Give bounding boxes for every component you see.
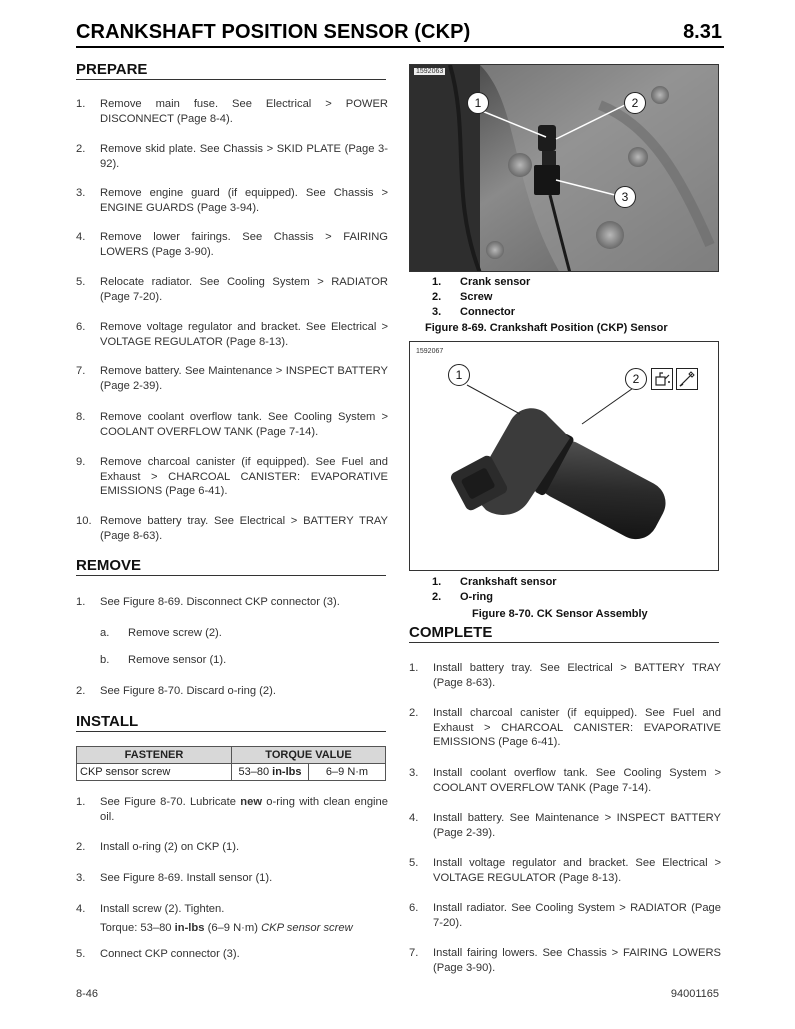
callout-leader-lines: [410, 65, 719, 272]
substep-letter: b.: [100, 654, 110, 666]
step-text: Remove charcoal canister (if equipped). See Fuel and Exhaust > CHARCOAL CANISTER: EVAPORATIVE EMISSIONS (Page 6-41).: [100, 456, 388, 497]
step-number: 6.: [76, 321, 86, 333]
legend-number: 1.: [432, 276, 442, 288]
torque-text-part: Torque: 53–80: [100, 922, 175, 934]
step-number: 5.: [76, 948, 86, 960]
step-number: 2.: [409, 707, 419, 719]
complete-heading-text: COMPLETE: [409, 624, 493, 641]
torque-inlbs-value: 53–80: [238, 766, 273, 778]
step-number: 4.: [76, 231, 86, 243]
step-text: Remove coolant overflow tank. See Cooling System > COOLANT OVERFLOW TANK (Page 7-14).: [100, 411, 388, 438]
figure-id: 1592067: [416, 348, 444, 355]
step-text: Install battery. See Maintenance > INSPECT BATTERY (Page 2-39).: [433, 812, 721, 839]
legend-number: 2.: [432, 591, 442, 603]
step-number: 9.: [76, 456, 86, 468]
step-number: 4.: [76, 903, 86, 915]
callout-2: 2: [625, 368, 647, 390]
install-heading: [76, 713, 386, 732]
step-text: Relocate radiator. See Cooling System > RADIATOR (Page 7-20).: [100, 276, 388, 303]
legend-number: 3.: [432, 306, 442, 318]
figure-8-70-caption: Figure 8-70. CK Sensor Assembly: [472, 608, 648, 620]
step-text: Remove main fuse. See Electrical > POWER DISCONNECT (Page 8-4).: [100, 98, 388, 125]
step-text: Install battery tray. See Electrical > BATTERY TRAY (Page 8-63).: [433, 662, 721, 689]
page-header: [76, 18, 724, 48]
step-number: 8.: [76, 411, 86, 423]
torque-text-part: (6–9 N·m): [204, 922, 262, 934]
step-number: 2.: [76, 685, 86, 697]
oil-can-icon-graphic: [652, 369, 672, 389]
step-text: Install coolant overflow tank. See Cooling System > COOLANT OVERFLOW TANK (Page 7-14).: [433, 767, 721, 794]
step-number: 1.: [409, 662, 419, 674]
substep-text: Remove screw (2).: [128, 627, 222, 639]
table-row: [77, 764, 386, 781]
step-number: 7.: [409, 947, 419, 959]
install-heading-text: INSTALL: [76, 713, 139, 730]
step-text: See Figure 8-69. Install sensor (1).: [100, 872, 273, 884]
legend-number: 2.: [432, 291, 442, 303]
footer-doc-number: 94001165: [670, 988, 719, 1000]
legend-text: Crank sensor: [460, 276, 531, 288]
figure-8-69-caption: Figure 8-69. Crankshaft Position (CKP) Sensor: [425, 322, 668, 334]
remove-heading-text: REMOVE: [76, 557, 142, 574]
step-text: Remove engine guard (if equipped). See Chassis > ENGINE GUARDS (Page 3-94).: [100, 187, 388, 214]
torque-inlbs-cell: [232, 764, 309, 781]
step-number: 3.: [76, 187, 86, 199]
step-number: 1.: [76, 596, 86, 608]
figure-8-70-photo: [409, 341, 719, 571]
step-text: Install screw (2). Tighten.: [100, 903, 225, 915]
torque-text-bold: in-lbs: [174, 922, 205, 934]
step-number: 3.: [409, 767, 419, 779]
step-text: Install fairing lowers. See Chassis > FAIRING LOWERS (Page 3-90).: [433, 947, 721, 974]
callout-2: 2: [624, 92, 646, 114]
legend-text: Connector: [460, 306, 515, 318]
step-text-bold: new: [240, 796, 263, 808]
lubricate-icon: [676, 368, 698, 390]
callout-3: 3: [614, 186, 636, 208]
substep-text: Remove sensor (1).: [128, 654, 227, 666]
step-number: 1.: [76, 796, 86, 808]
step-text: Remove voltage regulator and bracket. See Electrical > VOLTAGE REGULATOR (Page 8-13).: [100, 321, 388, 348]
step-number: 7.: [76, 365, 86, 377]
callout-1: 1: [467, 92, 489, 114]
torque-table-header: [77, 747, 386, 764]
step-text: Install o-ring (2) on CKP (1).: [100, 841, 240, 853]
step-number: 4.: [409, 812, 419, 824]
page-title: CRANKSHAFT POSITION SENSOR (CKP): [76, 21, 471, 43]
step-text: Remove lower fairings. See Chassis > FAIRING LOWERS (Page 3-90).: [100, 231, 388, 258]
step-text: [100, 795, 388, 824]
step-text: Install charcoal canister (if equipped). See Fuel and Exhaust > CHARCOAL CANISTER: EVAPORATIVE EMISSIONS (Page 6-41).: [433, 707, 721, 748]
page-number: 8.31: [683, 21, 722, 43]
step-text: Install radiator. See Cooling System > RADIATOR (Page 7-20).: [433, 902, 721, 929]
legend-text: Crankshaft sensor: [460, 576, 557, 588]
step-text: Remove battery tray. See Electrical > BATTERY TRAY (Page 8-63).: [100, 515, 388, 542]
torque-nm-cell: 6–9 N·m: [309, 764, 386, 781]
step-number: 2.: [76, 841, 86, 853]
fastener-header: FASTENER: [77, 747, 232, 764]
step-text: Connect CKP connector (3).: [100, 948, 240, 960]
callout-1: 1: [448, 364, 470, 386]
torque-text-italic: CKP sensor screw: [261, 922, 353, 934]
prepare-heading: [76, 61, 386, 80]
step-number: 10.: [76, 515, 92, 527]
torque-table: [76, 746, 386, 781]
legend-text: O-ring: [460, 591, 493, 603]
remove-heading: [76, 557, 386, 576]
prepare-heading-text: PREPARE: [76, 61, 148, 78]
torque-inlbs-unit: in-lbs: [272, 766, 302, 778]
torque-value-header: TORQUE VALUE: [232, 747, 386, 764]
step-text: See Figure 8-70. Discard o-ring (2).: [100, 685, 276, 697]
complete-heading: [409, 624, 719, 643]
step-number: 2.: [76, 143, 86, 155]
step-number: 5.: [409, 857, 419, 869]
footer-page-ref: 8-46: [76, 988, 99, 1000]
oil-can-icon: [651, 368, 673, 390]
fastener-cell: CKP sensor screw: [77, 764, 232, 781]
step-number: 6.: [409, 902, 419, 914]
step-text: Remove battery. See Maintenance > INSPECT BATTERY (Page 2-39).: [100, 365, 388, 392]
step-text: See Figure 8-69. Disconnect CKP connector (3).: [100, 596, 340, 608]
figure-8-69-photo: [409, 64, 719, 272]
figure-8-69-legend: [432, 275, 632, 319]
step-text-part: o-ring with clean engine oil.: [100, 796, 388, 823]
figure-8-70-legend: [432, 575, 632, 605]
legend-text: Screw: [460, 291, 493, 303]
step-text: Install voltage regulator and bracket. See Electrical > VOLTAGE REGULATOR (Page 8-13).: [433, 857, 721, 884]
step-number: 5.: [76, 276, 86, 288]
step-number: 3.: [76, 872, 86, 884]
legend-number: 1.: [432, 576, 442, 588]
step-number: 1.: [76, 98, 86, 110]
step-text: Remove skid plate. See Chassis > SKID PLATE (Page 3-92).: [100, 143, 388, 170]
substep-letter: a.: [100, 627, 110, 639]
figure-id: 1592063: [416, 68, 444, 75]
lubricate-icon-graphic: [677, 369, 697, 389]
torque-text: [100, 921, 388, 936]
step-text-part: See Figure 8-70. Lubricate: [100, 796, 241, 808]
